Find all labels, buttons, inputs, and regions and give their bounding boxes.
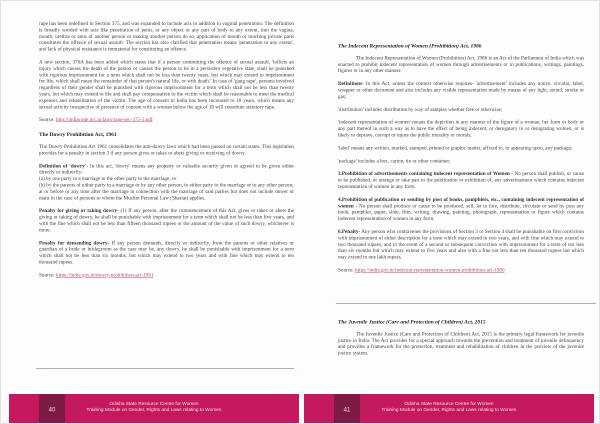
irw-section-4-body: No person shall produce or cause to be produced, sell, let to hire, distribute, circulate or send by post any book, pamphlet, paper, slide, film, writing, drawing, painting, photograph, representation or figure which contains indecent representation of women in any form.	[338, 203, 585, 222]
irw-distribution-definition: 'distribution' includes distribution by way of samples whether free or otherwise;	[338, 106, 503, 113]
juvenile-justice-section	[338, 316, 584, 363]
paragraph-dowry-penalty-demanding	[39, 240, 294, 266]
page-number: 41	[343, 406, 351, 413]
left-page-text-column	[39, 21, 294, 287]
irw-package-definition: 'package' includes a box, carton, tin or other container;	[338, 158, 451, 164]
irw-penalty-body: Any person who contravenes the provisions of Section 3 or Section 4 shall be punishable on first conviction with imprisonment of either description for a term which may extend to two years, and with fine which may extend to two thousand rupees, and in the event of a second or subsequent conviction with imprisonment for a term of not less than six months but which may extend to five years and also with a fine not less than ten thousand rupees but which may extend to one lakh rupees.	[338, 228, 584, 261]
source-line-irw-act	[338, 267, 584, 273]
footer-bar-left	[9, 394, 299, 424]
dowry-definition-item-b: (b) by the parents of either party to a marriage or by any other person, to either party to the marriage or to any other person;	[39, 182, 294, 188]
source-link-dowry-act[interactable]: https://india.gov.in/dowry-prohibition-act-1961	[56, 272, 154, 278]
source-label: Source:	[39, 117, 55, 123]
paragraph-section-376a: A new section, 376A has been added which states that if a person committing the offence of sexual assault, 'inflicts an injury which causes the death of the person or causes the person to be in a persistent vegetative state, shall be punished with rigorous imprisonment for a term which shall not be less than twenty years, but which may extend to imprisonment for life, which shall mean the remainder of that person's natural life, or with death.' In case of 'gang rape', persons involved regardless of their gender shall be punished with rigorous imprisonment for a term which shall not be less than twenty years, but which may extend to life and shall pay compensation to the victim which shall be reasonable to meet the medical expenses and rehabilitation of the victim. The age of consent in India has been increased to 18 years, which means any sexual activity irrespective of presence of consent with a woman below the age of 18 will constitute statutory rape.	[39, 59, 294, 110]
irw-label-definition: 'label' means any written, marked, stamped, printed or graphic matter, affixed to, or appearing upon, any package;	[338, 145, 573, 151]
paragraph-dowry-intro: The Dowry Prohibition Act 1961 consolidates the anti-dowry laws which had been passed on certain states. This legislation provides for a penalty in section 3 if any person gives or takes or abets giving or receiving of dowry.	[39, 143, 294, 156]
paragraph-irw-section-4	[338, 197, 584, 223]
footer-line-2: Training Module on Gender, Rights and Laws relating to Women	[86, 407, 222, 413]
paragraph-dowry-definition	[39, 163, 294, 176]
dowry-definition-item-a: (a) by one party to a marriage to the other party to the marriage; or	[39, 176, 177, 182]
dowry-definition-tail: at or before or any time after the marriage in connection with the marriage of said parties but does not include dower or mahr in the case of persons to whom the Muslim Personal Law (Shariat) applies.	[39, 188, 294, 201]
section-heading-irw-act: The Indecent Representation of Women (Prohibition) Act, 1986	[338, 43, 482, 49]
footer-bar-right	[304, 394, 594, 424]
source-line-rape-law	[39, 117, 294, 123]
page-right-scaled-layer	[301, 1, 600, 424]
source-label: Source:	[39, 272, 55, 278]
irw-section-3-lead: 3.Prohibition of advertisements containing indecent representation of Women -	[338, 171, 513, 177]
footer-line-1: Odisha State Resource Centre for Women	[404, 401, 494, 407]
paragraph-irw-intro: The Indecent Representation of Women (Prohibition) Act, 1986 is an Act of the Parliament of India which was enacted to prohibit indecent representation of women through advertisements or in publications, writings, paintings, figures or in any other manner.	[338, 55, 584, 74]
dowry-definition-lead: Definition of 'dowry'-	[39, 163, 88, 169]
paragraph-irw-section-3	[338, 171, 584, 190]
irw-definitions-body: In this Act, unless the context otherwise requires- 'advertisement' includes any notice, circular, label, wrapper or other document and also includes any visible representation made by means of any light, sound, smoke or gas;	[338, 81, 584, 100]
page-right	[301, 1, 600, 424]
dowry-penalty-giving-lead: Penalty for giving or taking dowry-	[39, 208, 119, 214]
irw-indecent-representation-definition: 'indecent representation of women' means the depiction in any manner of the figure of a woman, her form or body or any part thereof in such a way as to have the effect of being indecent, or derogatory to or denigrating women, or is likely to deprave, corrupt or injure the public morality or morals;	[338, 119, 584, 138]
page-number: 40	[48, 406, 56, 413]
footer-line-2: Training Module on Gender, Rights and Laws relating to Women	[381, 407, 517, 413]
irw-definitions-lead: Definitions-	[338, 81, 364, 87]
horizontal-divider	[36, 368, 294, 369]
footer-text	[9, 401, 299, 413]
source-link-irw-act[interactable]: https://india.gov.in/indecent-representation-women-prohibition-act-1986	[355, 267, 505, 273]
dowry-penalty-demanding-body: If any person demands, directly or indirectly, from the parents or other relatives or guardian of a bride or bridegroom as the case may be, any dowry, he shall be punishable with imprisonment for a term which shall not be less than six months, but which may extend to two years and with fine which may extend to ten thousand rupees.	[39, 240, 295, 265]
source-line-dowry-act	[39, 272, 294, 278]
source-link-rape-law[interactable]: http://indiacode.nic.in/laws/rape-sec-375-1.pdf	[56, 117, 153, 123]
dowry-penalty-giving-body: (1) If any person, after the commencement of this Act, gives or takes or abets the giving or taking of dowry, he shall be punishable with imprisonment for a term which shall not be less than five years, and with the fine which shall not be less than fifteen thousand rupees or the amount of the value of such dowry, whichever is more.	[39, 208, 294, 233]
right-page-text-column	[338, 40, 584, 282]
paragraph-dowry-penalty-giving	[39, 208, 294, 234]
paragraph-rape-definition: rape has been redefined in Section 375, and was expanded to include acts in addition to vaginal penetration. The definition is broadly worded with acts like penetration of penis, or any object or any part of body to any extent, into the vagina, mouth, urethra or anus of another person or making another person do so, application of mouth or touching private parts constitutes the offence of sexual assault. The section has also clarified that penetration means 'penetration to any extent', and lack of physical resistance is immaterial for constituting an offence.	[39, 21, 294, 53]
section-heading-dowry-act: The Dowry Prohibition Act, 1961	[39, 131, 117, 138]
footer-line-1: Odisha State Resource Centre for Women	[109, 401, 199, 407]
footer-text	[304, 401, 594, 413]
paragraph-jj-intro: The Juvenile Justice (Care and Protection of Children) Act, 2015 is the primary legal framework for juvenile justice in India. The Act provides for a special approach towards the prevention and treatment of juvenile delinquency and provides a framework for the protection, treatment and rehabilitation of children in the purview of the juvenile justice system.	[338, 331, 584, 357]
page-left-scaled-layer	[1, 1, 301, 424]
page-left	[1, 1, 301, 424]
section-heading-jj-act: The Juvenile Justice (Care and Protection of Children) Act, 2015	[338, 319, 486, 325]
dowry-penalty-demanding-lead: Penalty for demanding dowry-	[39, 240, 110, 246]
paragraph-irw-definitions	[338, 81, 584, 100]
irw-section-4-lead: 4.Prohibition of publication or sending by post of books, pamphlets, etc., containing indecent representation of women -	[338, 196, 584, 209]
paragraph-irw-penalty	[338, 229, 584, 261]
irw-penalty-lead: 6.Penalty-	[338, 228, 361, 235]
dowry-definition-body: In this act, 'dowry' means any property or valuable security given or agreed to be given either directly or indirectly-	[39, 163, 294, 176]
irw-section-3-body: No person shall publish, or cause to be published, or arrange or take part in the publication or exhibition of, any advertisement which contains indecent representation of women in any form.	[338, 171, 584, 190]
horizontal-divider	[336, 303, 596, 304]
source-label: Source:	[338, 267, 354, 273]
